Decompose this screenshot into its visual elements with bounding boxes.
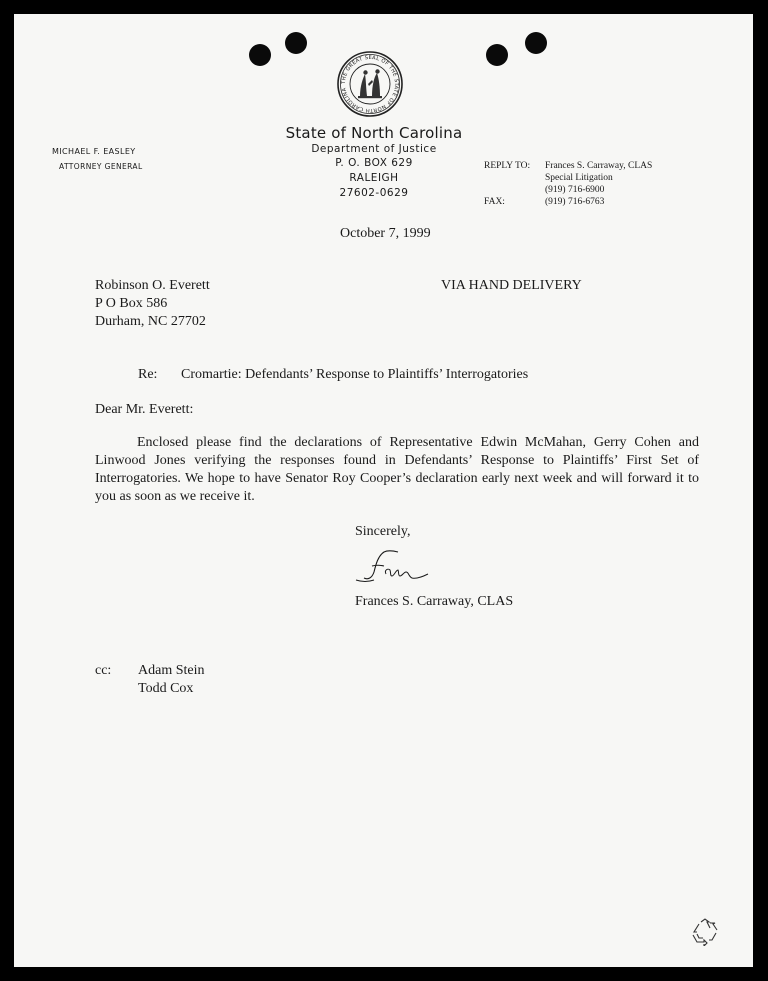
re-subject: Cromartie: Defendants’ Response to Plaintiffs’ Interrogatories [181,367,529,382]
letter-page [14,14,753,967]
attorney-title: ATTORNEY GENERAL [59,162,143,171]
fax-number: (919) 716-6763 [545,197,605,207]
reply-name: Frances S. Carraway, CLAS [545,161,653,171]
letterhead-department: Department of Justice [311,143,437,155]
reply-phone: (919) 716-6900 [545,185,605,195]
cc-label: cc: [95,663,112,678]
recipient-name: Robinson O. Everett [95,278,210,293]
letterhead-zip: 27602-0629 [339,187,409,199]
punch-hole [249,44,271,66]
body-paragraph: Enclosed please find the declarations of Representative Edwin McMahan, Gerry Cohen and Linwood Jones verifying the responses found in Defendants’ Response to Plaintiffs’ First Set of Interrogatories. We hope to have Senator Roy Cooper’s declaration early next week and will forward it to you as soon as we receive it. [95,435,699,504]
state-seal-icon [336,50,404,118]
letterhead-po-box: P. O. BOX 629 [335,157,413,169]
attorney-name: MICHAEL F. EASLEY [52,147,136,156]
fax-label: FAX: [484,197,505,207]
recipient-address1: P O Box 586 [95,296,168,311]
letterhead-city: RALEIGH [349,172,399,184]
handwritten-signature [354,548,436,588]
reply-label: REPLY TO: [484,161,531,171]
closing: Sincerely, [355,524,411,539]
recipient-address2: Durham, NC 27702 [95,314,206,329]
punch-hole [285,32,307,54]
cc-name-2: Todd Cox [138,681,194,696]
salutation: Dear Mr. Everett: [95,402,194,417]
letterhead-state: State of North Carolina [285,124,463,142]
re-label: Re: [138,367,158,382]
seal-text: THE GREAT SEAL OF THE STATE OF NORTH CAROLINA [340,54,400,114]
punch-hole [525,32,547,54]
reply-dept: Special Litigation [545,173,613,183]
recycle-icon [690,918,720,946]
punch-hole [486,44,508,66]
cc-name-1: Adam Stein [138,663,205,678]
letter-date: October 7, 1999 [340,226,431,241]
delivery-method: VIA HAND DELIVERY [441,278,582,293]
signer-name: Frances S. Carraway, CLAS [355,594,514,609]
